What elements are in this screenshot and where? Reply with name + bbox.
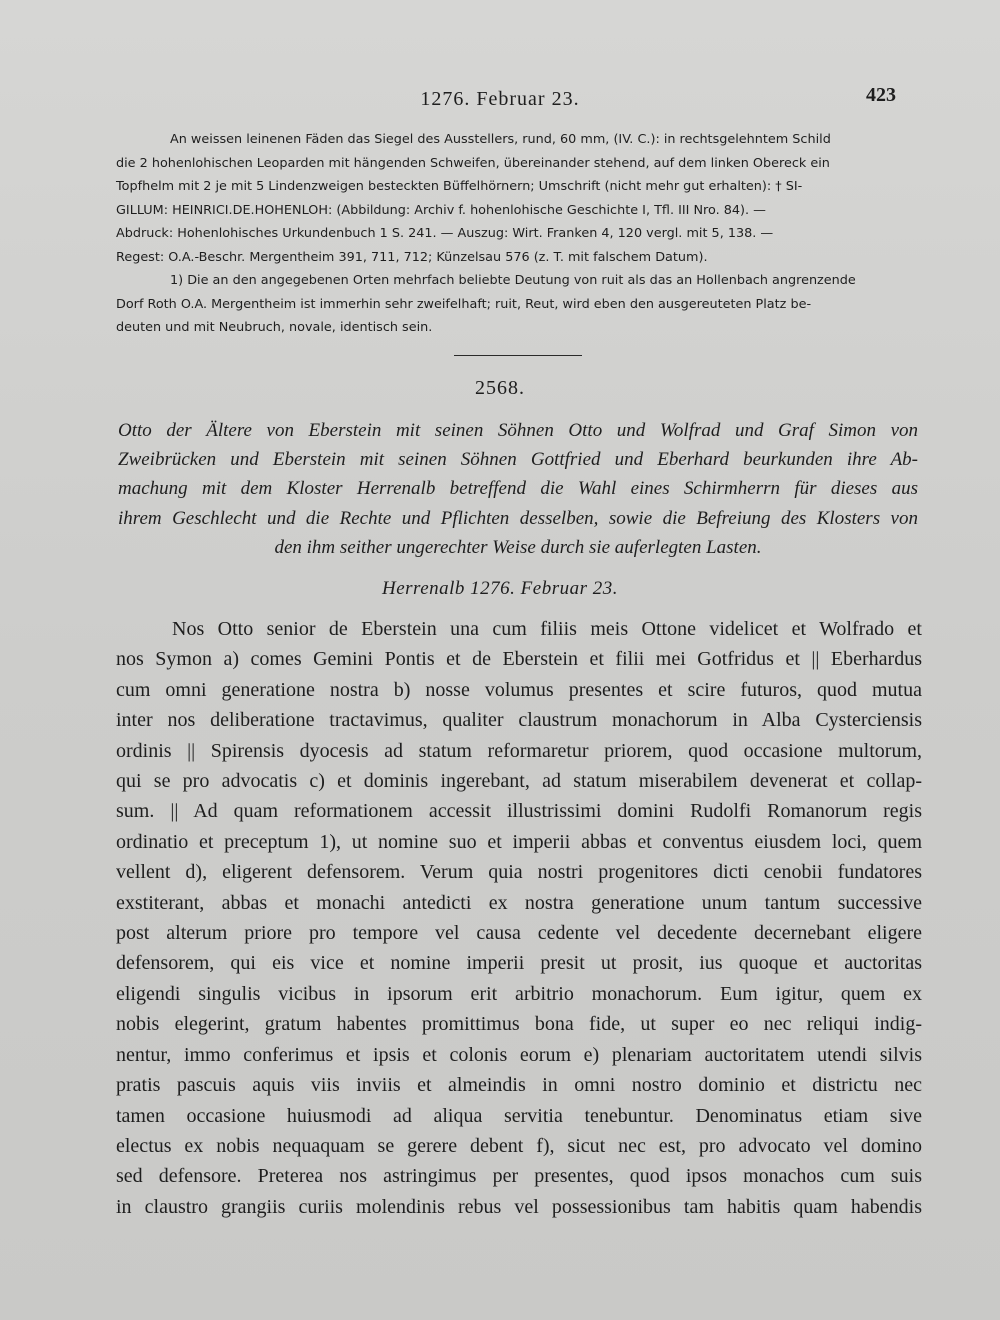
footnote-line: deuten und mit Neubruch, novale, identisch sein. xyxy=(116,320,433,335)
note-line: GILLUM: HEINRICI.DE.HOHENLOH: (Abbildung: Archiv f. hohenlohische Geschichte I, Tfl. III Nro. 84). — xyxy=(116,202,766,218)
text-line: electus ex nobis nequaquam se gerere debent f), sicut nec est, pro advocato vel domino xyxy=(116,1134,922,1157)
running-header-date: 1276. Februar 23. xyxy=(420,88,580,110)
summary-line: den ihm seither ungerechter Weise durch sie auferlegten Lasten. xyxy=(274,536,762,558)
summary-line: Zweibrücken und Eberstein mit seinen Söhnen Gottfried und Eberhard beurkunden ihre Ab- xyxy=(118,449,918,471)
note-line: Abdruck: Hohenlohisches Urkundenbuch 1 S. 241. — Auszug: Wirt. Franken 4, 120 vergl. mit 5, 138. — xyxy=(116,226,774,241)
charter-text xyxy=(116,614,922,1222)
text-line: Nos Otto senior de Eberstein una cum filiis meis Ottone videlicet et Wolfrado et xyxy=(172,618,922,640)
text-line: tamen occasione huiusmodi ad aliqua servitia tenebuntur. Denominatus etiam sive xyxy=(116,1104,922,1127)
text-line: exstiterant, abbas et monachi antedicti ex nostra generatione unum tantum successive xyxy=(116,891,922,914)
text-line: eligendi singulis vicibus in ipsorum erit arbitrio monachorum. Eum igitur, quem ex xyxy=(116,982,922,1005)
apparatus-notes xyxy=(116,128,906,340)
text-line: post alterum priore pro tempore vel causa cedente vel decedente decernebant eligere xyxy=(116,922,922,945)
text-line: sed defensore. Preterea nos astringimus per presentes, quod ipsos monachos cum suis xyxy=(116,1165,922,1188)
summary-line: ihrem Geschlecht und die Rechte und Pflichten desselben, sowie die Befreiung des Klosters von xyxy=(118,507,918,529)
text-line: defensorem, qui eis vice et nomine imperii presit ut prosit, ius quoque et auctoritas xyxy=(116,952,922,975)
text-line: in claustro grangiis curiis molendinis rebus vel possessionibus tam habitis quam habendis xyxy=(116,1195,922,1218)
document-number: 2568. xyxy=(475,377,525,399)
text-line: nentur, immo conferimus et ipsis et colonis eorum e) plenariam auctoritatem utendi silvis xyxy=(116,1043,922,1066)
document-summary xyxy=(118,416,918,562)
note-line: An weissen leinenen Fäden das Siegel des Ausstellers, rund, 60 mm, (IV. C.): in rechtsgelehntem Schild xyxy=(170,132,831,147)
footnote-line: 1) Die an den angegebenen Orten mehrfach beliebte Deutung von ruit als das an Hollenbach angrenzende xyxy=(170,273,856,288)
place-and-date: Herrenalb 1276. Februar 23. xyxy=(381,578,619,599)
note-line: die 2 hohenlohischen Leoparden mit hängenden Schweifen, übereinander stehend, auf dem linken Obereck ein xyxy=(116,155,830,171)
text-line: nos Symon a) comes Gemini Pontis et de Eberstein et filii mei Gotfridus et || Eberhardus xyxy=(116,648,922,671)
section-divider xyxy=(454,355,582,356)
footnote-line: Dorf Roth O.A. Mergentheim ist immerhin sehr zweifelhaft; ruit, Reut, wird eben den ausgereuteten Platz be- xyxy=(116,296,812,312)
note-line: Regest: O.A.-Beschr. Mergentheim 391, 711, 712; Künzelsau 576 (z. T. mit falschem Datum). xyxy=(116,249,708,265)
text-line: cum omni generatione nostra b) nosse volumus presentes et scire futuros, quod mutua xyxy=(116,678,922,701)
text-line: vellent d), eligerent defensorem. Verum quia nostri progenitores dicti cenobii fundatores xyxy=(116,861,922,884)
summary-line: machung mit dem Kloster Herrenalb betreffend die Wahl eines Schirmherrn für dieses aus xyxy=(118,478,918,500)
text-line: qui se pro advocatis c) et dominis ingerebant, ad statum miserabilem devenerat et collap- xyxy=(116,770,922,793)
note-line: Topfhelm mit 2 je mit 5 Lindenzweigen besteckten Büffelhörnern; Umschrift (nicht mehr gut erhalten): † SI- xyxy=(116,179,803,194)
summary-line: Otto der Ältere von Eberstein mit seinen Söhnen Otto und Wolfrad und Graf Simon von xyxy=(118,420,918,441)
text-line: sum. || Ad quam reformationem accessit illustrissimi domini Rudolfi Romanorum regis xyxy=(116,800,922,823)
text-line: ordinatio et preceptum 1), ut nomine suo et imperii abbas et conventus eiusdem loci, quem xyxy=(116,830,922,853)
text-line: ordinis || Spirensis dyocesis ad statum reformaretur priorem, quod occasione multorum, xyxy=(116,739,922,762)
text-line: pratis pascuis aquis viis inviis et almeindis in omni nostro dominio et districtu nec xyxy=(116,1074,922,1097)
text-line: nobis elegerint, gratum habentes promittimus bona fide, ut super eo nec reliqui indig- xyxy=(116,1013,922,1036)
page-number: 423 xyxy=(866,84,896,106)
text-line: inter nos deliberatione tractavimus, qualiter claustrum monachorum in Alba Cysterciensis xyxy=(116,709,922,732)
